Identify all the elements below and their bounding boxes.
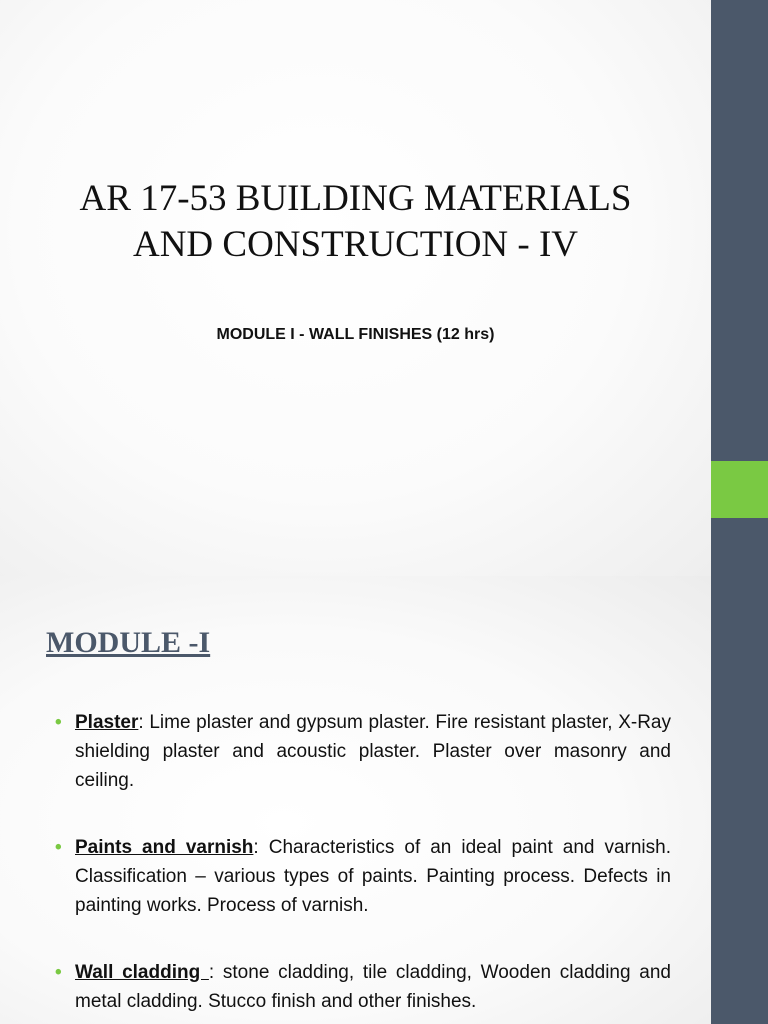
- slide-title-line1: AR 17-53 BUILDING MATERIALS: [79, 178, 632, 219]
- slide-title-line2: AND CONSTRUCTION - IV: [132, 224, 578, 265]
- list-item: [55, 708, 671, 795]
- module-heading: MODULE -I: [46, 626, 211, 659]
- bullet-term: Wall cladding: [75, 962, 209, 983]
- bullet-icon: •: [55, 837, 62, 858]
- bullet-icon: •: [55, 962, 62, 983]
- bullet-icon: •: [55, 712, 62, 733]
- bullet-list: [55, 708, 671, 1024]
- bullet-term: Plaster: [75, 712, 139, 733]
- bullet-text: Lime plaster and gypsum plaster. Fire resistant plaster, X-Ray shielding plaster and acoustic plaster. Plaster over masonry and ceiling.: [75, 712, 671, 791]
- content-slide: [0, 576, 711, 1024]
- bullet-separator: :: [138, 712, 150, 733]
- list-item: [55, 958, 671, 1016]
- bullet-text: stone cladding, tile cladding, Wooden cladding and metal cladding. Stucco finish and other finishes.: [75, 962, 671, 1012]
- accent-tab: [711, 461, 768, 518]
- bullet-term: Paints and varnish: [75, 837, 254, 858]
- slide-subtitle: MODULE I - WALL FINISHES (12 hrs): [216, 326, 495, 343]
- bullet-separator: :: [253, 837, 269, 858]
- bullet-separator: :: [208, 962, 223, 983]
- slide-title: [0, 176, 711, 268]
- bullet-text: Characteristics of an ideal paint and varnish. Classification – various types of paints. Painting process. Defects in painting works. Process of varnish.: [75, 837, 671, 916]
- sidebar-bar-bottom: [711, 576, 768, 1024]
- list-item: [55, 833, 671, 920]
